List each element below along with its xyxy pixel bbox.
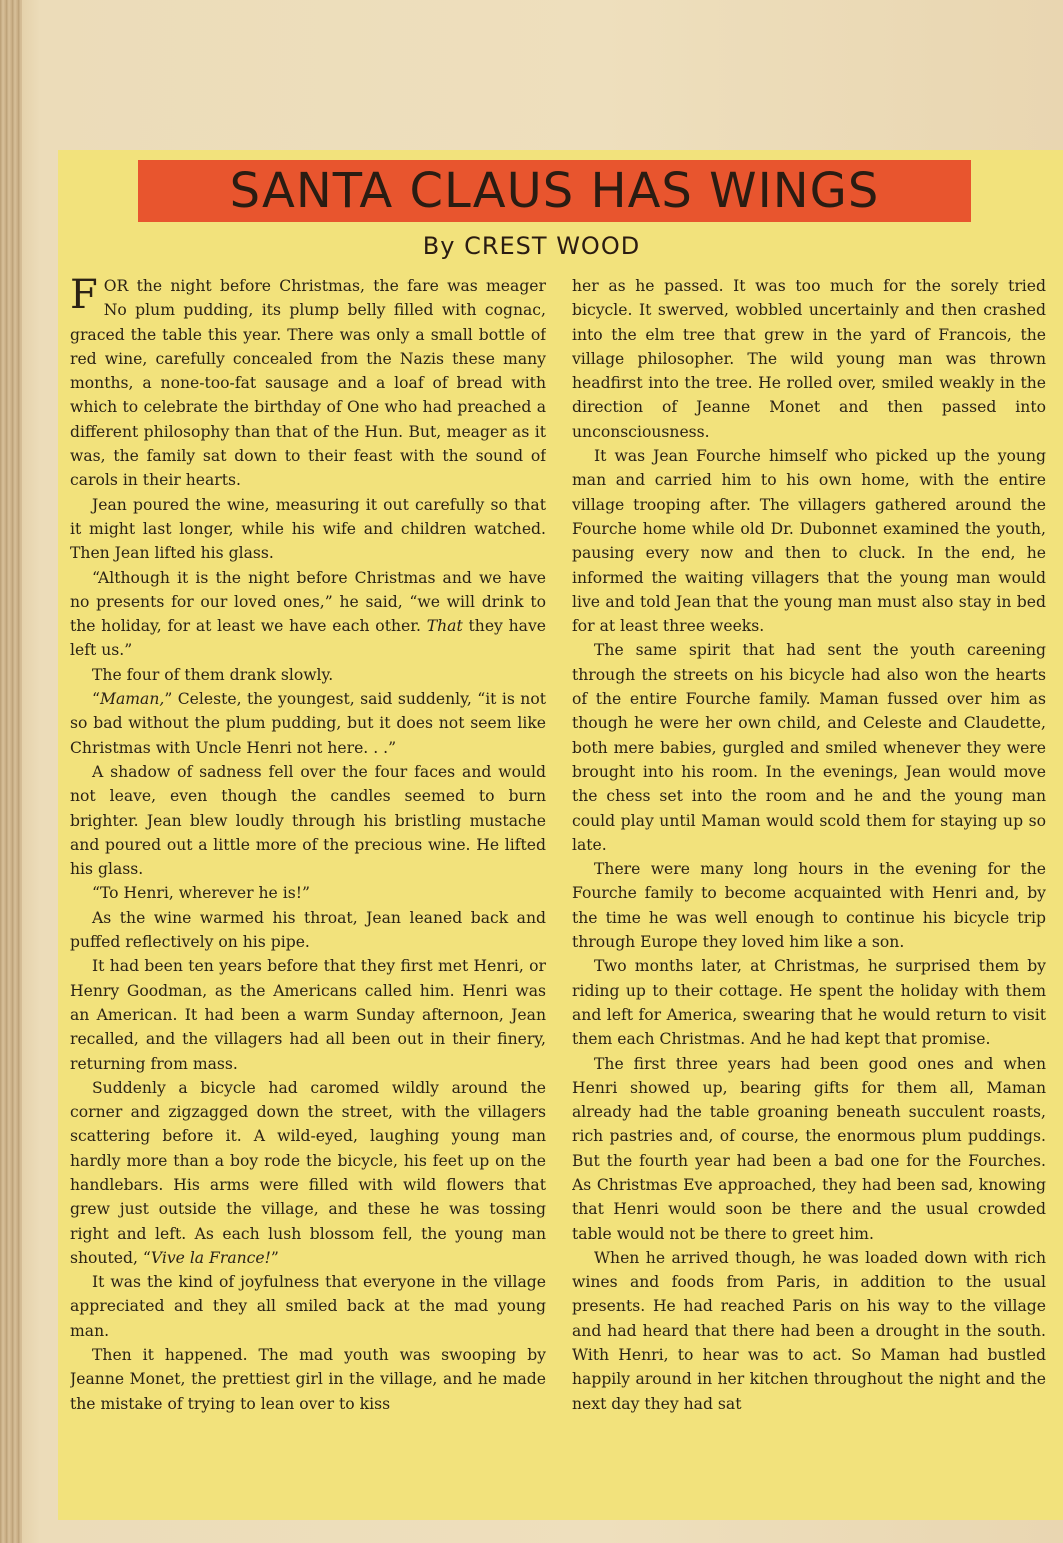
- article-byline: By CREST WOOD: [422, 232, 641, 260]
- paragraph-text: “Although it is the night before Christmas and we have no presents for our loved ones,” he said, “we will drink to the holiday, for at least we have each other.: [70, 568, 546, 636]
- paragraph: her as he passed. It was too much for the sorely tried bicycle. It swerved, wobbled uncertainly and then crashed into the elm tree that grew in the yard of Francois, the village philosopher. The wild young man was thrown headfirst into the tree. He rolled over, smiled weakly in the direction of Jeanne Monet and then passed into unconsciousness.: [572, 277, 1046, 441]
- paragraph: [70, 274, 546, 493]
- lead-in: OR: [103, 277, 129, 295]
- paragraph: The four of them drank slowly.: [92, 665, 334, 684]
- paragraph: Two months later, at Christmas, he surprised them by riding up to their cottage. He spent the holiday with them and left for America, swearing that he would return to visit them each Christmas. And he had kept that promise.: [572, 957, 1046, 1049]
- paragraph: It was Jean Fourche himself who picked up the young man and carried him to his own home, with the entire village trooping after. The villagers gathered around the Fourche home while old Dr. Dubonnet examined the youth, pausing every now and then to cluck. In the end, he informed the waiting villagers that the young man would live and told Jean that the young man must also stay in bed for at least three weeks.: [572, 447, 1046, 636]
- italic-text: Maman,: [99, 690, 165, 709]
- paragraph: As the wine warmed his throat, Jean leaned back and puffed reflectively on his pipe.: [70, 908, 546, 952]
- title-banner: [138, 160, 971, 222]
- right-column: [572, 274, 1046, 1514]
- paragraph: When he arrived though, he was loaded down with rich wines and foods from Paris, in addition to the usual presents. He had reached Paris on his way to the village and had heard that there had been a drought in the south. With Henri, to hear was to act. So Maman had bustled happily around in her kitchen throughout the night and the next day they had sat: [572, 1248, 1046, 1413]
- paragraph: A shadow of sadness fell over the four faces and would not leave, even though the candles seemed to burn brighter. Jean blew loudly through his bristling mustache and poured out a little more of the precious wine. He lifted his glass.: [70, 762, 546, 879]
- paragraph-text: they have left us.”: [70, 617, 546, 660]
- paragraph: It had been ten years before that they first met Henri, or Henry Goodman, as the Americans called him. Henri was an American. It had been a warm Sunday afternoon, Jean recalled, and the villagers had all been out in their finery, returning from mass.: [70, 957, 546, 1073]
- paragraph: Then it happened. The mad youth was swooping by Jeanne Monet, the prettiest girl in the village, and he made the mistake of trying to lean over to kiss: [70, 1346, 546, 1413]
- paragraph-text: the night before Christmas, the fare was meager No plum pudding, its plump belly filled with cognac, graced the table this year. There was only a small bottle of red wine, carefully concealed from the Nazis these many months, a none-too-fat sausage and a loaf of bread with which to celebrate the birthday of One who had preached a different philosophy than that of the Hun. But, meager as it was, the family sat down to their feast with the sound of carols in their hearts.: [70, 277, 546, 490]
- paragraph: “To Henri, wherever he is!”: [92, 884, 310, 903]
- paragraph: Jean poured the wine, measuring it out carefully so that it might last longer, while his wife and children watched. Then Jean lifted his glass.: [70, 495, 546, 563]
- article-title: SANTA CLAUS HAS WINGS: [229, 163, 880, 219]
- drop-cap: F: [70, 274, 98, 318]
- paragraph: The first three years had been good ones and when Henri showed up, bearing gifts for them all, Maman already had the table groaning beneath succulent roasts, rich pastries and, of course, the enormous plum puddings. But the fourth year had been a bad one for the Fourches. As Christmas Eve approached, they had been sad, knowing that Henri would soon be there and the usual crowded table would not be there to greet him.: [572, 1054, 1046, 1243]
- paragraph-text: Suddenly a bicycle had caromed wildly around the corner and zigzagged down the street, with the villagers scattering before it. A wild-eyed, laughing young man hardly more than a boy rode the bicycle, his feet up on the handlebars. His arms were filled with wild flowers that grew just outside the village, and these he was tossing right and left. As each lush blossom fell, the young man shouted, “: [70, 1078, 546, 1267]
- paragraph: [70, 566, 546, 663]
- paragraph: [70, 1076, 546, 1270]
- paragraph: [70, 687, 546, 760]
- paragraph: The same spirit that had sent the youth careening through the streets on his bicycle had also won the hearts of the entire Fourche family. Maman fussed over him as though he were her own child, and Celeste and Claudette, both mere babies, gurgled and smiled whenever they were brought into his room. In the evenings, Jean would move the chess set into the room and he and the young man could play until Maman would scold them for staying up so late.: [572, 641, 1046, 854]
- paragraph: There were many long hours in the evening for the Fourche family to become acquainted with Henri and, by the time he was well enough to continue his bicycle trip through Europe they loved him like a son.: [572, 860, 1046, 952]
- paragraph-text: “: [92, 690, 100, 709]
- paragraph: It was the kind of joyfulness that everyone in the village appreciated and they all smiled back at the mad young man.: [70, 1273, 546, 1340]
- left-column: [70, 274, 546, 1514]
- italic-text: Vive la France!: [150, 1248, 271, 1267]
- italic-text: That: [426, 617, 463, 636]
- paragraph-text: ” Celeste, the youngest, said suddenly, “it is not so bad without the plum pudding, but it does not seem like Christmas with Uncle Henri not here. . .”: [70, 690, 546, 757]
- paragraph-text: ”: [270, 1248, 279, 1267]
